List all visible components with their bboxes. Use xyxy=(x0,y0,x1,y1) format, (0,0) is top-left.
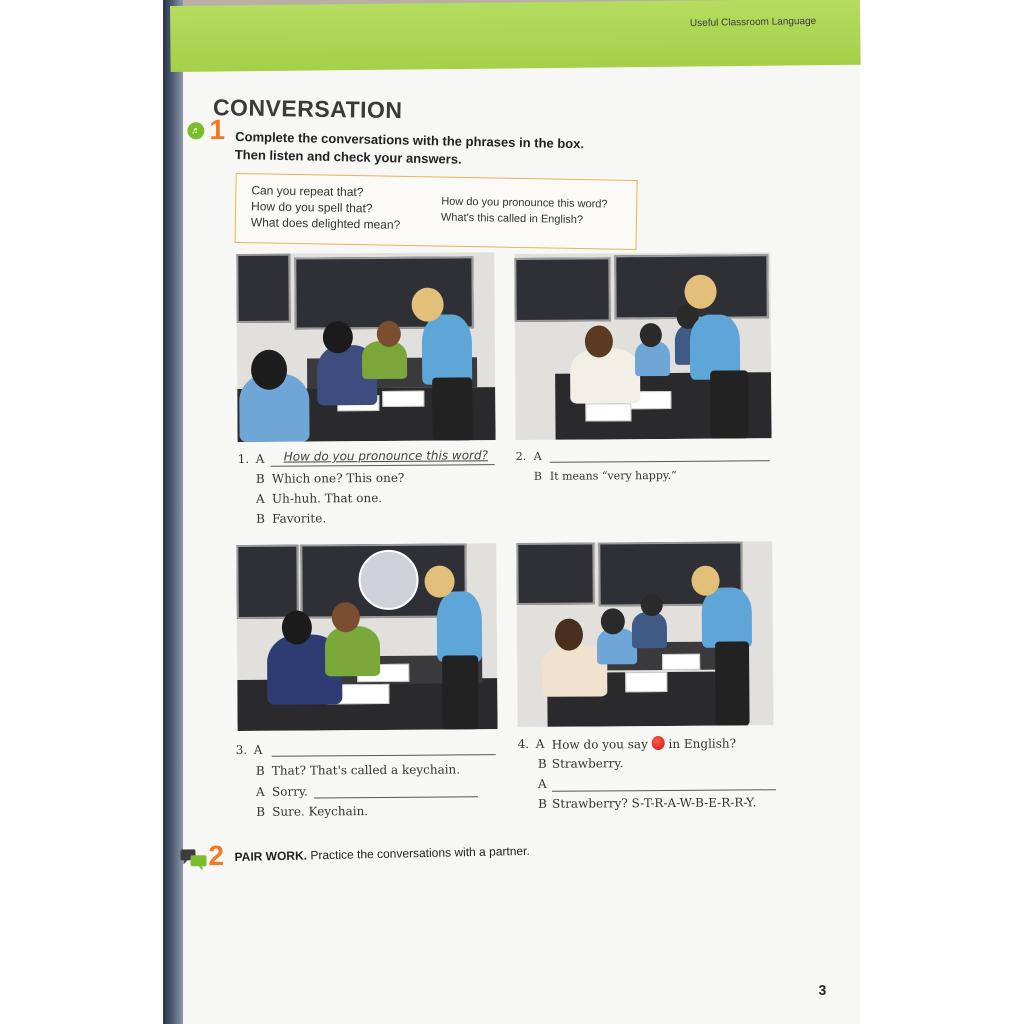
exercise-instructions xyxy=(235,128,585,171)
pair-work-instruction xyxy=(234,844,529,864)
audio-speaker-icon[interactable]: ♬ xyxy=(187,122,204,139)
speech-bubbles-icon xyxy=(180,849,208,871)
answer-blank[interactable] xyxy=(552,789,776,792)
speaker-label: A xyxy=(255,784,265,799)
phrase-item: How do you spell that? xyxy=(251,199,373,216)
phrase-box xyxy=(234,173,637,250)
section-title: CONVERSATION xyxy=(212,94,403,124)
instruction-line-1: Complete the conversations with the phrases in the box. xyxy=(235,128,585,152)
dialogue-text-before: How do you say xyxy=(551,737,648,752)
speaker-label: B xyxy=(255,471,265,486)
dialogue-text: It means “very happy.” xyxy=(549,468,677,483)
pair-work-text: Practice the conversations with a partner. xyxy=(310,843,530,863)
answer-blank[interactable] xyxy=(550,460,770,463)
phrase-item: What's this called in English? xyxy=(440,211,584,227)
speaker-label: B xyxy=(538,796,547,811)
speaker-label: A xyxy=(255,451,265,466)
classroom-photo-1 xyxy=(236,252,495,442)
conv-number: 2. xyxy=(515,449,527,464)
strawberry-icon xyxy=(652,736,665,750)
speaker-label: B xyxy=(533,469,542,483)
speaker-label: A xyxy=(535,736,545,751)
dialogue-text: Strawberry? S-T-R-A-W-B-E-R-R-Y. xyxy=(552,795,757,811)
page-number: 3 xyxy=(818,981,827,998)
exercise-number-2: 2 xyxy=(208,840,225,872)
speaker-label: B xyxy=(537,756,547,771)
speaker-label: B xyxy=(255,763,265,778)
conversation-2 xyxy=(516,448,776,490)
answer-blank[interactable] xyxy=(272,754,496,757)
dialogue-text xyxy=(552,735,736,751)
dialogue-text: Uh-huh. That one. xyxy=(271,490,383,506)
dialogue-text: Sure. Keychain. xyxy=(272,804,369,819)
conv-number: 1. xyxy=(237,451,250,466)
speaker-label: B xyxy=(256,511,266,526)
conversation-1 xyxy=(238,450,501,532)
instruction-line-2: Then listen and check your answers. xyxy=(234,146,462,167)
handwritten-answer: How do you pronounce this word? xyxy=(283,448,489,464)
speaker-label: A xyxy=(537,776,547,791)
dialogue-text: That? That's called a keychain. xyxy=(271,762,461,778)
conversation-4 xyxy=(518,735,781,817)
conv-number: 4. xyxy=(517,736,530,752)
running-head: Useful Classroom Language xyxy=(689,15,817,30)
keychain-inset xyxy=(358,550,418,610)
speaker-label: B xyxy=(256,804,266,819)
phrase-item: Can you repeat that? xyxy=(251,183,364,200)
speaker-label: A xyxy=(255,491,265,506)
classroom-photo-2 xyxy=(514,252,771,440)
conversation-3 xyxy=(236,741,499,823)
phrase-column-1 xyxy=(251,182,401,233)
classroom-photo-3 xyxy=(236,543,497,731)
answer-blank[interactable] xyxy=(271,464,495,467)
classroom-photo-4 xyxy=(516,541,773,727)
speaker-label: A xyxy=(533,449,542,463)
dialogue-text: Strawberry. xyxy=(551,756,624,771)
phrase-column-2 xyxy=(441,194,608,229)
pair-work-label: PAIR WORK. xyxy=(234,848,308,864)
conv-number: 3. xyxy=(235,742,248,757)
dialogue-text-after: in English? xyxy=(668,736,737,751)
phrase-item: How do you pronounce this word? xyxy=(441,195,608,211)
speaker-label: A xyxy=(253,742,263,757)
answer-blank[interactable] xyxy=(314,796,478,798)
exercise-number-1: 1 xyxy=(209,114,226,146)
dialogue-text: Favorite. xyxy=(272,511,327,526)
dialogue-text: Which one? This one? xyxy=(271,470,405,486)
phrase-item: What does delighted mean? xyxy=(250,215,401,232)
dialogue-text: Sorry. xyxy=(271,784,309,799)
